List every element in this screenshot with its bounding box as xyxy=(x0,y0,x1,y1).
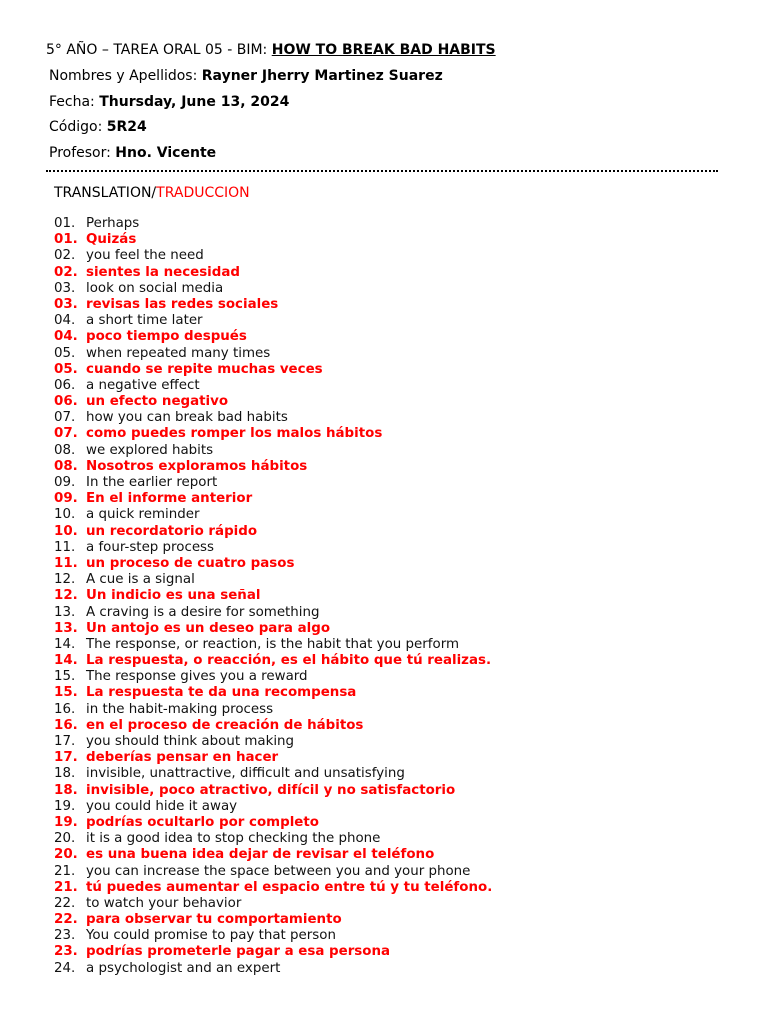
item-number: 04. xyxy=(54,329,78,345)
english-phrase-row xyxy=(54,702,492,718)
traduccion-label: TRADUCCION xyxy=(156,185,250,201)
spanish-translation: sientes la necesidad xyxy=(86,264,240,280)
item-number: 19. xyxy=(54,798,76,814)
english-phrase-row xyxy=(54,864,492,880)
spanish-translation: deberías pensar en hacer xyxy=(86,750,279,766)
date-label: Fecha: xyxy=(49,94,100,110)
item-number: 07. xyxy=(54,410,76,426)
item-number: 16. xyxy=(54,717,78,733)
spanish-translation-row xyxy=(54,232,492,248)
spanish-translation-row xyxy=(54,912,492,928)
item-number: 15. xyxy=(54,685,78,701)
english-phrase: a four-step process xyxy=(86,539,215,555)
item-number: 01. xyxy=(54,232,78,248)
english-phrase-row xyxy=(54,443,492,459)
english-phrase-row xyxy=(54,961,492,977)
spanish-translation: Quizás xyxy=(86,232,137,248)
item-number: 02. xyxy=(54,248,76,264)
english-phrase-row xyxy=(54,313,492,329)
item-number: 08. xyxy=(54,442,76,458)
spanish-translation: podrías ocultarlo por completo xyxy=(86,814,319,830)
spanish-translation: revisas las redes sociales xyxy=(86,296,279,312)
english-phrase-row xyxy=(54,572,492,588)
spanish-translation-row xyxy=(54,588,492,604)
spanish-translation-row xyxy=(54,718,492,734)
spanish-translation: podrías prometerle pagar a esa persona xyxy=(86,944,391,960)
teacher-value: Hno. Vicente xyxy=(115,145,217,161)
spanish-translation-row xyxy=(54,653,492,669)
english-phrase: In the earlier report xyxy=(86,475,218,490)
english-phrase-row xyxy=(54,766,492,782)
spanish-translation-row xyxy=(54,783,492,799)
item-number: 11. xyxy=(54,555,78,571)
english-phrase-row xyxy=(54,540,492,556)
english-phrase: A craving is a desire for something xyxy=(86,604,320,620)
item-number: 18. xyxy=(54,782,78,798)
item-number: 05. xyxy=(54,345,76,361)
english-phrase-row xyxy=(54,216,492,232)
english-phrase: to watch your behavior xyxy=(86,895,242,911)
spanish-translation: poco tiempo después xyxy=(86,329,247,345)
item-number: 11. xyxy=(54,539,76,555)
spanish-translation: cuando se repite muchas veces xyxy=(86,361,323,377)
english-phrase: you should think about making xyxy=(86,734,295,749)
english-phrase-row xyxy=(54,346,492,362)
item-number: 06. xyxy=(54,394,78,410)
item-number: 21. xyxy=(54,863,76,879)
english-phrase: a psychologist and an expert xyxy=(86,960,281,976)
spanish-translation: Un indicio es una señal xyxy=(86,588,261,604)
item-number: 12. xyxy=(54,572,76,588)
english-phrase: The response gives you a reward xyxy=(86,669,308,685)
item-number: 06. xyxy=(54,377,76,393)
item-number: 16. xyxy=(54,701,76,717)
spanish-translation: La respuesta, o reacción, es el hábito que tú realizas. xyxy=(86,653,492,669)
spanish-translation: Un antojo es un deseo para algo xyxy=(86,620,331,636)
spanish-translation: un recordatorio rápido xyxy=(86,523,258,539)
code-line xyxy=(49,118,147,136)
spanish-translation-row xyxy=(54,297,492,313)
item-number: 08. xyxy=(54,458,78,474)
item-number: 05. xyxy=(54,361,78,377)
english-phrase-row xyxy=(54,831,492,847)
translation-label: TRANSLATION/ xyxy=(54,185,157,201)
spanish-translation-row xyxy=(54,750,492,766)
spanish-translation: Nosotros exploramos hábitos xyxy=(86,458,308,474)
spanish-translation-row xyxy=(54,329,492,345)
code-value: 5R24 xyxy=(106,119,147,135)
english-phrase-row xyxy=(54,734,492,750)
spanish-translation: es una buena idea dejar de revisar el teléfono xyxy=(86,847,435,863)
dotted-divider xyxy=(46,170,718,172)
english-phrase-row xyxy=(54,605,492,621)
english-phrase: invisible, unattractive, difficult and unsatisfying xyxy=(86,766,405,782)
english-phrase-row xyxy=(54,248,492,264)
item-number: 19. xyxy=(54,814,78,830)
item-number: 24. xyxy=(54,960,76,976)
english-phrase: a quick reminder xyxy=(86,507,200,523)
spanish-translation: en el proceso de creación de hábitos xyxy=(86,717,364,733)
item-number: 22. xyxy=(54,895,76,911)
spanish-translation-row xyxy=(54,491,492,507)
item-number: 10. xyxy=(54,507,76,523)
item-number: 12. xyxy=(54,588,78,604)
english-phrase-row xyxy=(54,799,492,815)
spanish-translation-row xyxy=(54,621,492,637)
item-number: 07. xyxy=(54,426,78,442)
item-number: 14. xyxy=(54,636,76,652)
student-name-value: Rayner Jherry Martinez Suarez xyxy=(201,68,443,84)
spanish-translation-row xyxy=(54,880,492,896)
item-number: 03. xyxy=(54,296,78,312)
item-number: 20. xyxy=(54,831,76,847)
spanish-translation-row xyxy=(54,944,492,960)
item-number: 13. xyxy=(54,604,76,620)
translation-heading xyxy=(54,184,250,202)
spanish-translation-row xyxy=(54,524,492,540)
english-phrase: a short time later xyxy=(86,313,203,329)
spanish-translation: invisible, poco atractivo, difícil y no satisfactorio xyxy=(86,782,456,798)
item-number: 22. xyxy=(54,912,78,928)
english-phrase-row xyxy=(54,928,492,944)
item-number: 21. xyxy=(54,879,78,895)
english-phrase: it is a good idea to stop checking the phone xyxy=(86,831,381,847)
item-number: 09. xyxy=(54,475,76,490)
spanish-translation-row xyxy=(54,426,492,442)
spanish-translation-row xyxy=(54,394,492,410)
english-phrase-row xyxy=(54,475,492,491)
english-phrase: A cue is a signal xyxy=(86,572,195,588)
item-number: 17. xyxy=(54,734,76,749)
english-phrase: you can increase the space between you and your phone xyxy=(86,863,471,879)
course-label: 5° AÑO – TAREA ORAL 05 - BIM: xyxy=(46,42,272,58)
english-phrase: look on social media xyxy=(86,280,224,296)
student-name-label: Nombres y Apellidos: xyxy=(49,68,202,84)
english-phrase: we explored habits xyxy=(86,442,214,458)
spanish-translation: un efecto negativo xyxy=(86,394,229,410)
vocabulary-list xyxy=(54,216,492,977)
item-number: 10. xyxy=(54,523,78,539)
teacher-line xyxy=(49,144,216,162)
teacher-label: Profesor: xyxy=(49,145,116,161)
course-line xyxy=(46,41,496,59)
spanish-translation: un proceso de cuatro pasos xyxy=(86,555,295,571)
item-number: 23. xyxy=(54,928,76,944)
item-number: 14. xyxy=(54,653,78,669)
english-phrase-row xyxy=(54,896,492,912)
english-phrase: you feel the need xyxy=(86,248,204,264)
item-number: 02. xyxy=(54,264,78,280)
english-phrase: You could promise to pay that person xyxy=(86,928,336,944)
item-number: 04. xyxy=(54,313,76,329)
spanish-translation-row xyxy=(54,556,492,572)
english-phrase-row xyxy=(54,507,492,523)
item-number: 03. xyxy=(54,280,76,296)
spanish-translation: para observar tu comportamiento xyxy=(86,912,342,928)
spanish-translation-row xyxy=(54,362,492,378)
english-phrase: you could hide it away xyxy=(86,798,238,814)
spanish-translation: En el informe anterior xyxy=(86,491,253,507)
date-value: Thursday, June 13, 2024 xyxy=(99,94,290,110)
english-phrase-row xyxy=(54,281,492,297)
english-phrase-row xyxy=(54,669,492,685)
spanish-translation-row xyxy=(54,685,492,701)
english-phrase: Perhaps xyxy=(86,216,140,231)
item-number: 01. xyxy=(54,216,76,231)
code-label: Código: xyxy=(49,119,107,135)
spanish-translation-row xyxy=(54,265,492,281)
item-number: 20. xyxy=(54,847,78,863)
english-phrase-row xyxy=(54,378,492,394)
item-number: 13. xyxy=(54,620,78,636)
spanish-translation: La respuesta te da una recompensa xyxy=(86,685,357,701)
english-phrase: The response, or reaction, is the habit that you perform xyxy=(86,636,460,652)
item-number: 18. xyxy=(54,766,76,782)
item-number: 09. xyxy=(54,491,78,507)
spanish-translation-row xyxy=(54,815,492,831)
item-number: 15. xyxy=(54,669,76,685)
student-name-line xyxy=(49,67,443,85)
english-phrase: a negative effect xyxy=(86,377,200,393)
english-phrase-row xyxy=(54,637,492,653)
item-number: 17. xyxy=(54,750,78,766)
english-phrase-row xyxy=(54,410,492,426)
spanish-translation-row xyxy=(54,459,492,475)
spanish-translation: tú puedes aumentar el espacio entre tú y tu teléfono. xyxy=(86,879,493,895)
document-title: HOW TO BREAK BAD HABITS xyxy=(271,42,496,58)
english-phrase: in the habit-making process xyxy=(86,701,274,717)
spanish-translation: como puedes romper los malos hábitos xyxy=(86,426,383,442)
english-phrase: when repeated many times xyxy=(86,345,271,361)
english-phrase: how you can break bad habits xyxy=(86,410,288,426)
item-number: 23. xyxy=(54,944,78,960)
spanish-translation-row xyxy=(54,847,492,863)
date-line xyxy=(49,93,289,111)
